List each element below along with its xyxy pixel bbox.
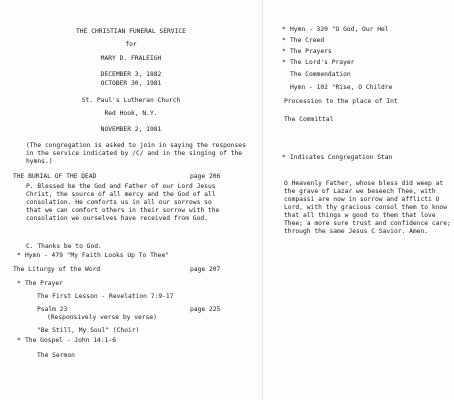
church-location: Red Hook, N.Y. — [104, 110, 158, 117]
deceased-name: MARY D. FRALEIGH — [100, 55, 162, 62]
congregation-star-icon: * — [17, 280, 21, 287]
service-date: NOVEMBER 2, 1981 — [100, 126, 162, 133]
prayers-item — [282, 48, 332, 56]
congregation-star-icon: * — [282, 59, 286, 66]
psalm-23: Psalm 23 — [37, 306, 68, 313]
church-name: St. Paul's Lutheran Church — [81, 97, 181, 104]
birth-date: DECEMBER 3, 1882 — [100, 71, 162, 78]
creed-text: The Creed — [290, 37, 325, 44]
liturgy-heading: The Liturgy of the Word — [13, 266, 101, 273]
death-date: OCTOBER 30, 1981 — [100, 80, 162, 87]
burial-page: page 206 — [190, 173, 221, 180]
service-title: THE CHRISTIAN FUNERAL SERVICE — [76, 28, 186, 35]
commendation: The Commendation — [290, 71, 351, 78]
congregation-response: C. Thanks be to God. — [26, 243, 102, 250]
prayer-text: The Prayer — [25, 280, 63, 287]
right-panel — [262, 0, 451, 400]
congregation-instructions: (The congregation is asked to join in saying the responses in the service indicated by /C/ and in the singing of the hymns.) — [26, 142, 246, 165]
congregation-star-icon: * — [282, 37, 286, 44]
procession: Procession to the place of Int — [284, 98, 398, 105]
closing-prayer: O Heavenly Father, whose bless did weep at the grave of Lazar we beseech Thee, with compassi are now in sorrow and afflicti O Lord, with thy gracious consol them to know that all things w good to them that love Thee; a more sure trust and confidence care; through the same Jesus C Savior. Amen. — [284, 180, 451, 235]
hymn-320-text: Hymn - 320 "O God, Our Hel — [290, 26, 389, 33]
legend-note — [282, 154, 392, 162]
hymn-320 — [282, 26, 389, 34]
gospel-item — [17, 337, 116, 345]
pastor-greeting: P. Blessed be the God and Father of our Lord Jesus Christ, the source of all mercy and the God of all consolation. He comforts us in all our sorrows so that we can comfort others in their sorrow with the consolation we ourselves have received from God. — [26, 183, 220, 222]
committal: The Committal — [284, 116, 334, 123]
choir-anthem: "Be Still, My Soul" (Choir) — [37, 327, 140, 334]
psalm-note: (Responsively verse by verse) — [47, 314, 157, 321]
congregation-star-icon: * — [282, 26, 286, 33]
first-lesson: The First Lesson - Revelation 7:9-17 — [37, 293, 174, 300]
congregation-star-icon: * — [282, 48, 286, 55]
creed-item — [282, 37, 324, 45]
hymn-479-text: Hymn - 479 "My Faith Looks Up To Thee" — [25, 252, 170, 259]
burial-heading: THE BURIAL OF THE DEAD — [13, 173, 97, 180]
hymn-479 — [17, 252, 169, 260]
sermon: The Sermon — [37, 352, 75, 359]
psalm-page: page 225 — [190, 306, 221, 313]
for-label: for — [125, 41, 137, 48]
gospel-text: The Gospel - John 14:1-6 — [25, 337, 116, 344]
congregation-star-icon: * — [17, 252, 21, 259]
prayer-item — [17, 280, 63, 288]
congregation-star-icon: * — [17, 337, 21, 344]
prayers-text: The Prayers — [290, 48, 332, 55]
legend-note-text: Indicates Congregation Stan — [290, 154, 393, 161]
lords-prayer-item — [282, 59, 354, 67]
lords-prayer-text: The Lord's Prayer — [290, 59, 355, 66]
congregation-star-icon: * — [282, 154, 286, 161]
hymn-102: Hymn - 102 "Rise, O Childre — [290, 84, 393, 91]
liturgy-page: page 207 — [190, 266, 221, 273]
